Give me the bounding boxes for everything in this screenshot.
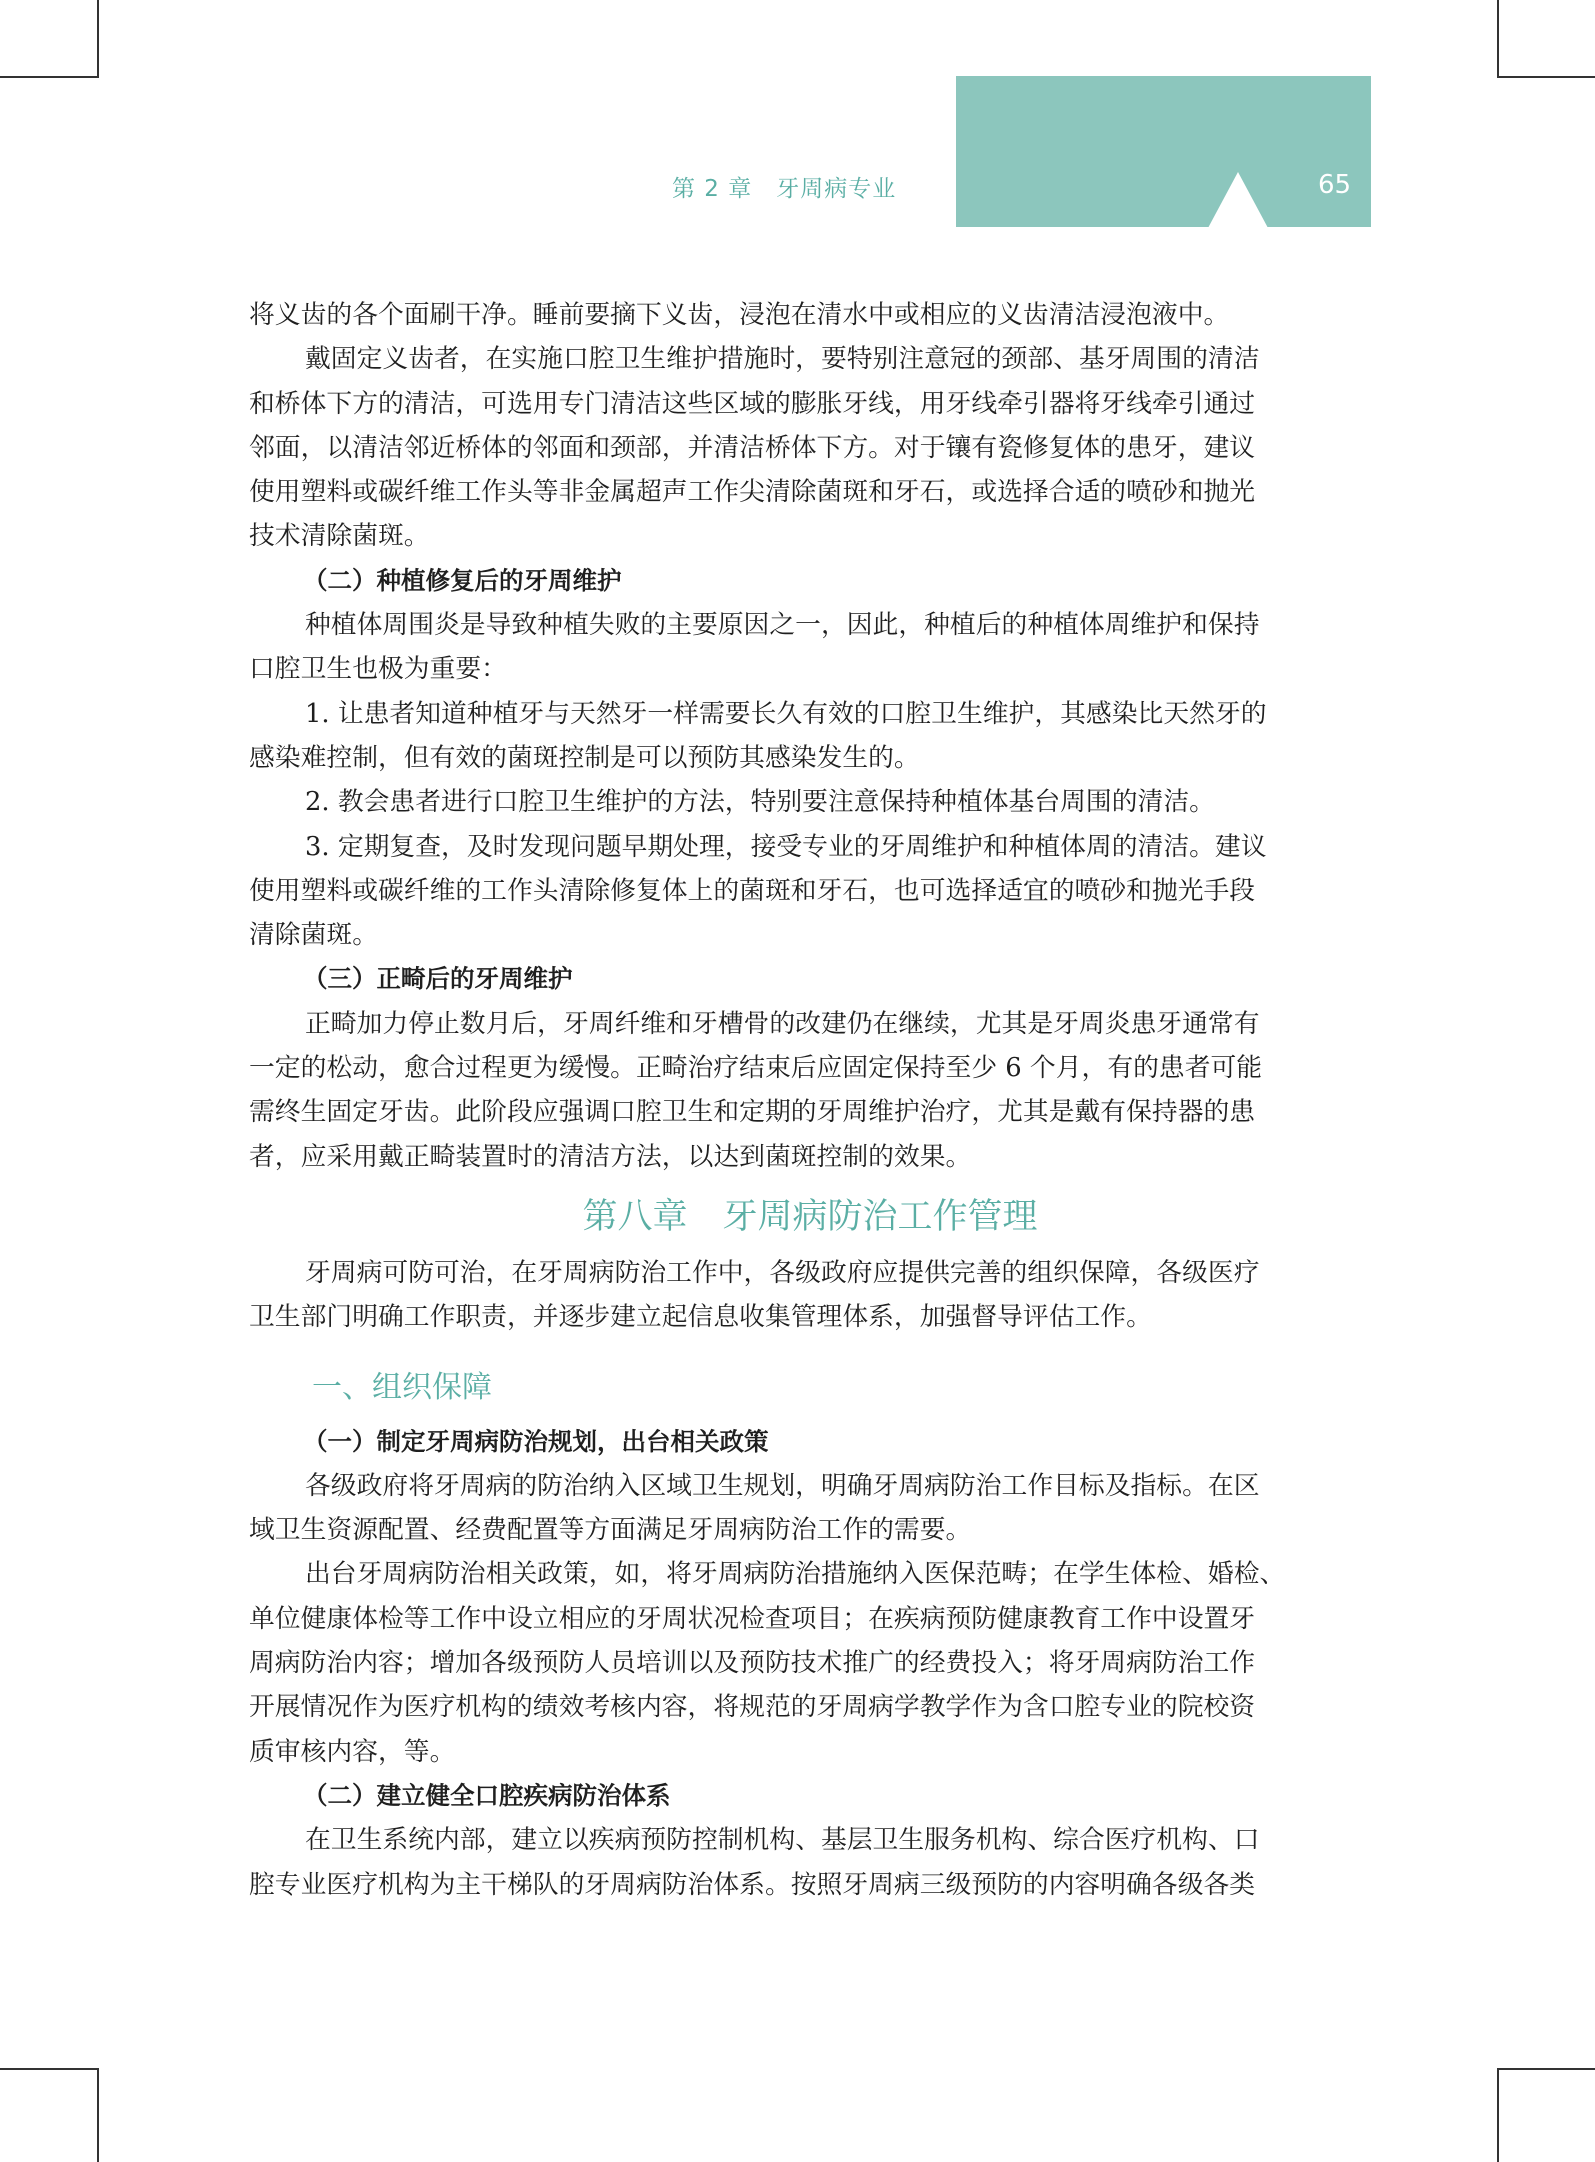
page-body <box>249 293 1371 1907</box>
text-line: 和桥体下方的清洁，可选用专门清洁这些区域的膨胀牙线，用牙线牵引器将牙线牵引通过 <box>249 388 1256 419</box>
text-line: 2. 教会患者进行口腔卫生维护的方法，特别要注意保持种植体基台周围的清洁。 <box>305 787 1215 818</box>
text-line: 出台牙周病防治相关政策，如，将牙周病防治措施纳入医保范畴；在学生体检、婚检、 <box>305 1559 1286 1590</box>
paragraph-policy-1 <box>249 1464 1371 1553</box>
text-line: 在卫生系统内部，建立以疾病预防控制机构、基层卫生服务机构、综合医疗机构、口 <box>305 1825 1260 1856</box>
text-line: 感染难控制，但有效的菌斑控制是可以预防其感染发生的。 <box>249 742 920 773</box>
paragraph: 将义齿的各个面刷干净。睡前要摘下义齿，浸泡在清水中或相应的义齿清洁浸泡液中。 <box>249 300 1230 330</box>
text-line: 邻面，以清洁邻近桥体的邻面和颈部，并清洁桥体下方。对于镶有瓷修复体的患牙，建议 <box>249 432 1256 463</box>
text-line: 者，应采用戴正畸装置时的清洁方法，以达到菌斑控制的效果。 <box>249 1141 972 1172</box>
list-item-2 <box>249 780 1371 824</box>
text-line: 正畸加力停止数月后，牙周纤维和牙槽骨的改建仍在继续，尤其是牙周炎患牙通常有 <box>305 1008 1260 1039</box>
crop-mark-bottom-left-v <box>97 2068 99 2162</box>
text-line: 各级政府将牙周病的防治纳入区域卫生规划，明确牙周病防治工作目标及指标。在区 <box>305 1470 1260 1501</box>
paragraph-implant <box>249 603 1371 692</box>
text-line: 周病防治内容；增加各级预防人员培训以及预防技术推广的经费投入；将牙周病防治工作 <box>249 1648 1256 1679</box>
text-line: 使用塑料或碳纤维工作头等非金属超声工作尖清除菌斑和牙石，或选择合适的喷砂和抛光 <box>249 477 1256 508</box>
text-line: 清除菌斑。 <box>249 920 378 951</box>
text-line: 戴固定义齿者，在实施口腔卫生维护措施时，要特别注意冠的颈部、基牙周围的清洁 <box>305 344 1260 375</box>
text-line: 种植体周围炎是导致种植失败的主要原因之一，因此，种植后的种植体周维护和保持 <box>305 610 1260 641</box>
crop-mark-bottom-left-h <box>0 2068 99 2070</box>
list-item-3 <box>249 825 1371 958</box>
text-line: 质审核内容，等。 <box>249 1736 456 1767</box>
page-number-tab <box>956 76 1371 227</box>
subheading-orthodontic: （三）正畸后的牙周维护 <box>303 964 573 994</box>
page-tab-notch <box>1208 172 1268 228</box>
text-line: 使用塑料或碳纤维的工作头清除修复体上的菌斑和牙石，也可选择适宜的喷砂和抛光手段 <box>249 875 1256 906</box>
text-line: 卫生部门明确工作职责，并逐步建立起信息收集管理体系，加强督导评估工作。 <box>249 1302 1152 1333</box>
paragraph-system <box>249 1818 1371 1907</box>
section-title: 一、组织保障 <box>312 1369 492 1405</box>
crop-mark-top-left-h <box>0 76 99 78</box>
subheading-implant: （二）种植修复后的牙周维护 <box>303 565 622 595</box>
paragraph-policy-2 <box>249 1552 1371 1773</box>
text-line: 牙周病可防可治，在牙周病防治工作中，各级政府应提供完善的组织保障，各级医疗 <box>305 1257 1260 1288</box>
paragraph-orthodontic <box>249 1002 1371 1179</box>
running-header-title: 第 2 章 牙周病专业 <box>672 176 897 202</box>
crop-mark-bottom-right-v <box>1497 2068 1499 2162</box>
text-line: 一定的松动，愈合过程更为缓慢。正畸治疗结束后应固定保持至少 6 个月，有的患者可能 <box>249 1053 1263 1084</box>
crop-mark-top-left-v <box>97 0 99 78</box>
crop-mark-top-right-h <box>1497 76 1595 78</box>
subheading-system: （二）建立健全口腔疾病防治体系 <box>303 1780 671 1810</box>
text-line: 1. 让患者知道种植牙与天然牙一样需要长久有效的口腔卫生维护，其感染比天然牙的 <box>305 698 1267 729</box>
text-line: 3. 定期复查，及时发现问题早期处理，接受专业的牙周维护和种植体周的清洁。建议 <box>305 831 1267 862</box>
subheading-policy: （一）制定牙周病防治规划，出台相关政策 <box>303 1426 769 1456</box>
crop-mark-top-right-v <box>1497 0 1499 78</box>
text-line: 域卫生资源配置、经费配置等方面满足牙周病防治工作的需要。 <box>249 1515 972 1546</box>
text-line: 开展情况作为医疗机构的绩效考核内容，将规范的牙周病学教学作为含口腔专业的院校资 <box>249 1692 1256 1723</box>
crop-mark-bottom-right-h <box>1497 2068 1595 2070</box>
list-item-1 <box>249 692 1371 781</box>
paragraph-chapter-intro <box>249 1251 1371 1340</box>
text-line: 口腔卫生也极为重要： <box>249 654 507 685</box>
text-line: 技术清除菌斑。 <box>249 521 430 552</box>
chapter-title: 第八章 牙周病防治工作管理 <box>582 1196 1038 1237</box>
page-number: 65 <box>1318 170 1352 200</box>
paragraph-fixed-denture <box>249 337 1371 558</box>
text-line: 单位健康体检等工作中设立相应的牙周状况检查项目；在疾病预防健康教育工作中设置牙 <box>249 1603 1256 1634</box>
text-line: 需终生固定牙齿。此阶段应强调口腔卫生和定期的牙周维护治疗，尤其是戴有保持器的患 <box>249 1097 1256 1128</box>
text-line: 腔专业医疗机构为主干梯队的牙周病防治体系。按照牙周病三级预防的内容明确各级各类 <box>249 1869 1256 1900</box>
